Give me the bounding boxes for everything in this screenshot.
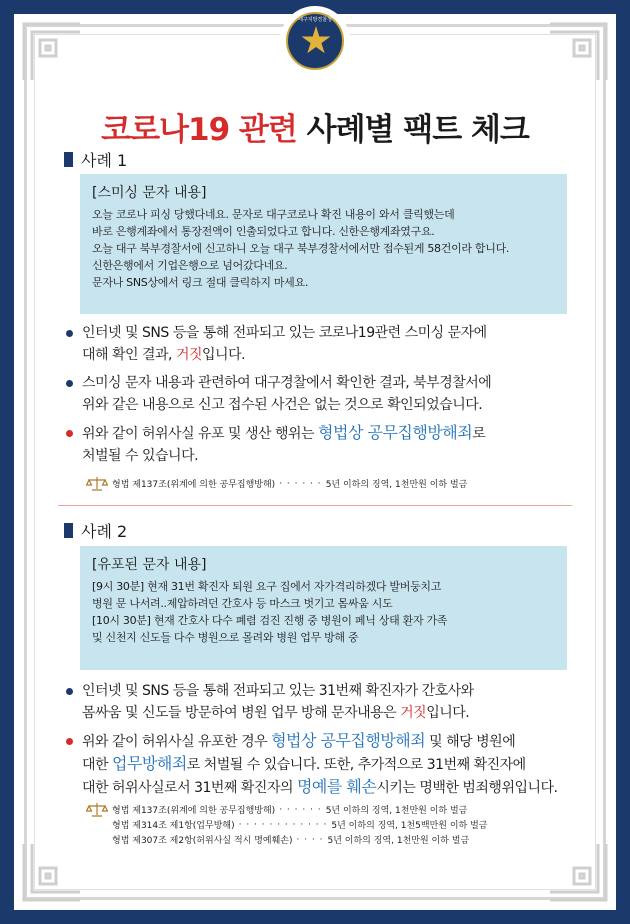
bullet-text: 인터넷 및 SNS 등을 통해 전파되고 있는 코로나19관련 스미싱 문자에	[82, 325, 487, 341]
law-dots: · · · · · · · · · · · ·	[238, 819, 328, 830]
bullet-text-part: 로	[472, 426, 486, 442]
law-penalty: 5년 이하의 징역, 1천만원 이하 벌금	[325, 806, 468, 816]
law-dots: · · · · · ·	[279, 478, 322, 489]
case2-message-box	[80, 546, 567, 670]
page-title	[0, 104, 630, 149]
bullet-text: 스미싱 문자 내용과 관련하여 대구경찰에서 확인한 결과, 북부경찰서에	[82, 375, 492, 391]
bullet-text	[82, 730, 576, 753]
bullet-text-part: 로 처벌될 수 있습니다. 또한, 추가적으로 31번째 확진자에	[186, 757, 526, 773]
case1-box-line: 문자나 SNS상에서 링크 절대 클릭하지 마세요.	[92, 276, 309, 289]
case1-box-line: 오늘 대구 북부경찰서에 신고하니 오늘 대구 북부경찰서에서만 접수된게 58건이라 합니다.	[92, 242, 510, 255]
offense-highlight: 형법상 공무집행방해죄	[318, 423, 473, 442]
law-name: 형법 제137조(위계에 의한 공무집행방해)	[112, 806, 276, 816]
bullet-text-part: 입니다.	[202, 347, 246, 363]
case2-heading	[64, 519, 127, 542]
bullet-text-part: 위와 같이 허위사실 유포한 경우	[82, 734, 272, 750]
case1-heading	[64, 148, 127, 171]
badge-text: 대구지방경찰청	[298, 17, 332, 23]
bullet-dot-icon	[66, 330, 73, 337]
case1-heading-text: 사례 1	[81, 151, 128, 170]
law-penalty: 5년 이하의 징역, 1천5백만원 이하 벌금	[331, 821, 488, 831]
law-row	[86, 832, 566, 847]
bullet-text	[82, 702, 576, 724]
bullet-text-part: 대한 허위사실로서 31번째 확진자의	[82, 780, 297, 796]
bullet-text-part: 위와 같이 허위사실 유포 및 생산 행위는	[82, 426, 319, 442]
case2-bullet-1	[66, 680, 576, 724]
bullet-dot-icon	[66, 430, 73, 437]
bullet-text-part: 입니다.	[426, 705, 470, 721]
bullet-dot-icon	[66, 380, 73, 387]
law-row	[86, 476, 566, 491]
case1-box-line: 오늘 코로나 피싱 당했다네요. 문자로 대구코로나 확진 내용이 와서 클릭했는데	[92, 208, 455, 221]
case2-laws	[86, 802, 566, 847]
offense-highlight: 명예를 훼손	[296, 777, 377, 796]
square-marker-icon	[64, 523, 73, 538]
case2-box-line: 및 신천지 신도들 다수 병원으로 몰려와 병원 업무 방해 중	[92, 631, 359, 644]
case1-box-line: 바로 은행계좌에서 통장전액이 인출되었다고 합니다. 신한은행계좌였구요.	[92, 225, 435, 238]
police-badge-icon	[286, 12, 344, 70]
law-row	[86, 802, 566, 817]
bullet-text: 인터넷 및 SNS 등을 통해 전파되고 있는 31번째 확진자가 간호사와	[82, 683, 474, 699]
bullet-text-part: 대해 확인 결과,	[82, 347, 176, 363]
case2-box-line: 병원 문 나서려..제압하려던 간호사 등 마스크 벗기고 몸싸움 시도	[92, 597, 393, 610]
bullet-text	[82, 776, 576, 799]
law-penalty: 5년 이하의 징역, 1천만원 이하 벌금	[325, 480, 468, 490]
bullet-text	[82, 753, 576, 776]
star-icon	[301, 26, 331, 56]
law-penalty: 5년 이하의 징역, 1천만원 이하 벌금	[327, 836, 470, 846]
bullet-text-part: 몸싸움 및 신도들 방문하여 병원 업무 방해 문자내용은	[82, 705, 401, 721]
case1-bullet-2	[66, 372, 576, 416]
scales-of-justice-icon	[86, 476, 108, 491]
bullet-text-part: 시키는 명백한 범죄행위입니다.	[376, 780, 558, 796]
bullet-text: 처벌될 수 있습니다.	[82, 448, 199, 464]
case1-box-line: 신한은행에서 기업은행으로 넘어갔다네요.	[92, 259, 288, 272]
offense-highlight: 형법상 공무집행방해죄	[271, 731, 426, 750]
false-highlight: 거짓	[400, 705, 427, 721]
title-red: 코로나19 관련	[101, 112, 297, 148]
case2-box-line: [9시 30분] 현재 31번 확진자 퇴원 요구 집에서 자가격리하겠다 발버둥치고	[92, 580, 442, 593]
scales-of-justice-icon	[86, 802, 108, 817]
bullet-text	[82, 422, 576, 445]
title-dark: 사례별 팩트 체크	[306, 112, 529, 148]
law-row	[86, 817, 566, 832]
case2-box-line: [10시 30분] 현재 간호사 다수 폐렴 검진 진행 중 병원이 페닉 상태 환자 가족	[92, 614, 448, 627]
case1-bullet-1	[66, 322, 576, 366]
police-emblem	[280, 6, 350, 76]
corner-ornament-icon	[20, 840, 84, 904]
case1-bullets	[66, 322, 576, 473]
bullet-text-part: 및 해당 병원에	[425, 734, 516, 750]
square-marker-icon	[64, 152, 73, 167]
corner-ornament-icon	[546, 20, 610, 84]
case1-law	[86, 476, 566, 491]
law-dots: · · · ·	[296, 834, 324, 845]
bullet-text	[82, 344, 576, 366]
law-name: 형법 제307조 제2항(허위사실 적시 명예훼손)	[112, 836, 293, 846]
case1-message-box	[80, 174, 567, 314]
corner-ornament-icon	[20, 20, 84, 84]
law-name: 형법 제137조(위계에 의한 공무집행방해)	[112, 480, 276, 490]
case2-box-title: [유포된 문자 내용]	[92, 557, 207, 573]
bullet-text-part: 대한	[82, 757, 112, 773]
law-name: 형법 제314조 제1항(업무방해)	[112, 821, 235, 831]
bullet-dot-icon	[66, 688, 73, 695]
case2-heading-text: 사례 2	[81, 522, 128, 541]
offense-highlight: 업무방해죄	[112, 754, 187, 773]
case2-bullet-2	[66, 730, 576, 799]
section-divider	[58, 505, 572, 506]
case1-box-title: [스미싱 문자 내용]	[92, 185, 207, 201]
bullet-text: 위와 같은 내용으로 신고 접수된 사건은 없는 것으로 확인되었습니다.	[82, 397, 483, 413]
case2-bullets	[66, 680, 576, 805]
false-highlight: 거짓	[175, 347, 203, 363]
bullet-dot-icon	[66, 738, 73, 745]
case1-bullet-3	[66, 422, 576, 467]
law-dots: · · · · · ·	[279, 804, 322, 815]
corner-ornament-icon	[546, 840, 610, 904]
